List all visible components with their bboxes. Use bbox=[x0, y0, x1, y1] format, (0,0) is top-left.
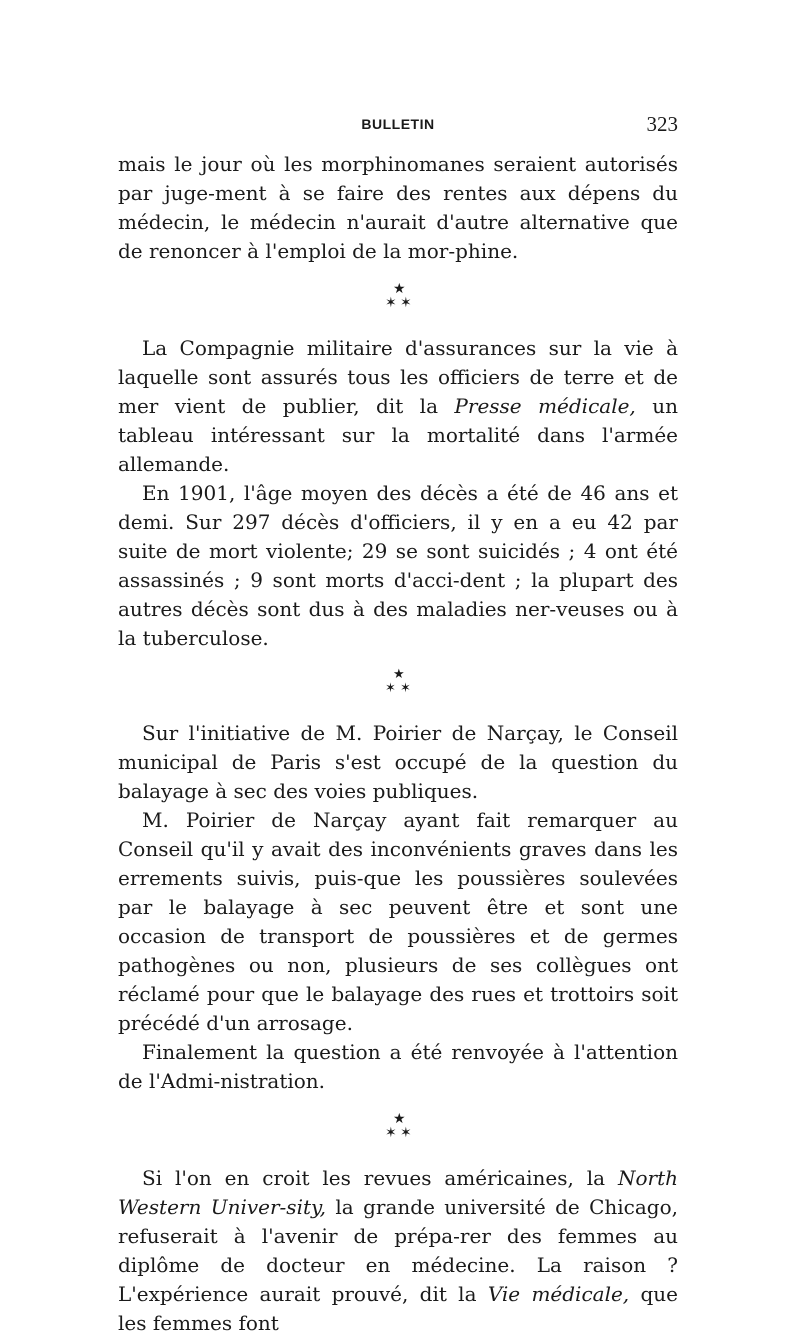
vie-medicale-title: Vie médicale, bbox=[487, 1282, 630, 1306]
paragraph-universite-text-2: la grande université de Chicago, refuserait à l'avenir de prépa-rer des femmes au diplôme de docteur en médecine. La raison ? L'expérience aurait prouvé, dit la bbox=[118, 1195, 678, 1306]
paragraph-balayage-intro: Sur l'initiative de M. Poirier de Narçay, le Conseil municipal de Paris s'est occupé de la question du balayage à sec des voies publiques. bbox=[118, 721, 678, 803]
svg-text:★: ★ bbox=[393, 667, 405, 682]
asterism-icon bbox=[378, 280, 418, 314]
north-western-university-name: North Western Univer-sity, bbox=[118, 1166, 678, 1219]
svg-text:★: ★ bbox=[393, 281, 406, 297]
paragraph-balayage-details: M. Poirier de Narçay ayant fait remarquer au Conseil qu'il y avait des inconvénients graves dans les errements suivis, puis-que les poussières soulevées par le balayage à sec peuvent être et sont une occasion de transport de poussières et de germes pathogènes ou non, plusieurs de ses collègues ont réclamé pour que le balayage des rues et trottoirs soit précédé d'un arrosage. bbox=[118, 808, 678, 1035]
paragraph-assurances bbox=[118, 334, 678, 479]
asterism-separator bbox=[118, 1110, 678, 1144]
asterism-separator bbox=[118, 280, 678, 314]
svg-text:✶: ✶ bbox=[385, 1125, 397, 1141]
page-number: 323 bbox=[646, 112, 678, 136]
svg-text:✶: ✶ bbox=[385, 681, 396, 696]
paragraph-universite bbox=[118, 1164, 678, 1338]
paragraph-assurances-text-2: un tableau intéressant sur la mortalité dans l'armée allemande. bbox=[118, 394, 678, 476]
svg-text:★: ★ bbox=[393, 1111, 406, 1127]
svg-text:✶: ✶ bbox=[400, 295, 412, 311]
paragraph-assurances-text-1: La Compagnie militaire d'assurances sur la vie à laquelle sont assurés tous les officiers de terre et de mer vient de publier, dit la bbox=[118, 336, 678, 418]
paragraph-deces: En 1901, l'âge moyen des décès a été de 46 ans et demi. Sur 297 décès d'officiers, il y en a eu 42 par suite de mort violente; 29 se sont suicidés ; 4 ont été assassinés ; 9 sont morts d'acci-dent ; la plupart des autres décès sont dus à des maladies ner-veuses ou à la tuberculose. bbox=[118, 481, 678, 650]
svg-text:✶: ✶ bbox=[385, 295, 397, 311]
running-head: BULLETIN bbox=[361, 116, 435, 132]
svg-text:✶: ✶ bbox=[400, 681, 411, 696]
paragraph-morphine: mais le jour où les morphinomanes seraient autorisés par juge-ment à se faire des rentes aux dépens du médecin, le médecin n'aurait d'autre alternative que de renoncer à l'emploi de la mor-phine. bbox=[118, 152, 678, 263]
asterism-separator bbox=[118, 665, 678, 699]
svg-text:✶: ✶ bbox=[400, 1125, 412, 1141]
body-text bbox=[118, 150, 678, 1338]
asterism-icon bbox=[378, 1110, 418, 1144]
paragraph-balayage-conclusion: Finalement la question a été renvoyée à l'attention de l'Admi-nistration. bbox=[118, 1040, 678, 1093]
paragraph-universite-text-3: que les femmes font bbox=[118, 1282, 678, 1335]
paragraph-universite-text-1: Si l'on en croit les revues américaines, la bbox=[142, 1166, 618, 1190]
page-header bbox=[118, 112, 678, 140]
asterism-icon bbox=[378, 665, 418, 699]
presse-medicale-title: Presse médicale, bbox=[454, 394, 636, 418]
